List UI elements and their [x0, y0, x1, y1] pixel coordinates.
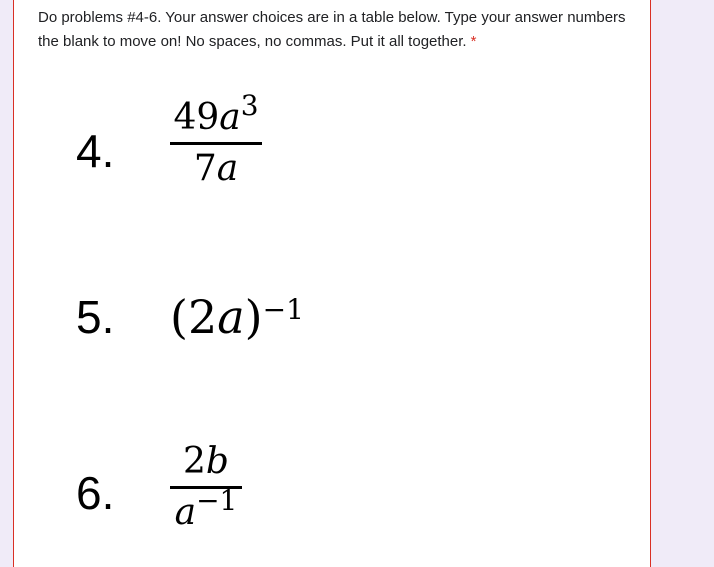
problem-number: 5. [76, 291, 115, 343]
required-asterisk: * [470, 33, 477, 50]
problem-number: 4. [76, 125, 115, 177]
problem-number: 6. [76, 467, 115, 519]
fraction-bar [170, 142, 262, 145]
question-card [13, 0, 651, 567]
fraction [170, 440, 242, 535]
expression: $(2a)^{-1}$ [170, 290, 304, 344]
denominator: $a^{-1}$ [174, 484, 238, 533]
numerator: 2b [183, 441, 229, 482]
denominator: 7a [193, 148, 239, 189]
question-title [38, 6, 628, 54]
question-text: Do problems #4-6. Your answer choices are in a table below. Type your answer numbers the blank to move on! No spaces, no commas. Put it all together. [38, 9, 626, 50]
fraction [170, 89, 262, 191]
numerator: $49a^3$ [173, 89, 259, 138]
